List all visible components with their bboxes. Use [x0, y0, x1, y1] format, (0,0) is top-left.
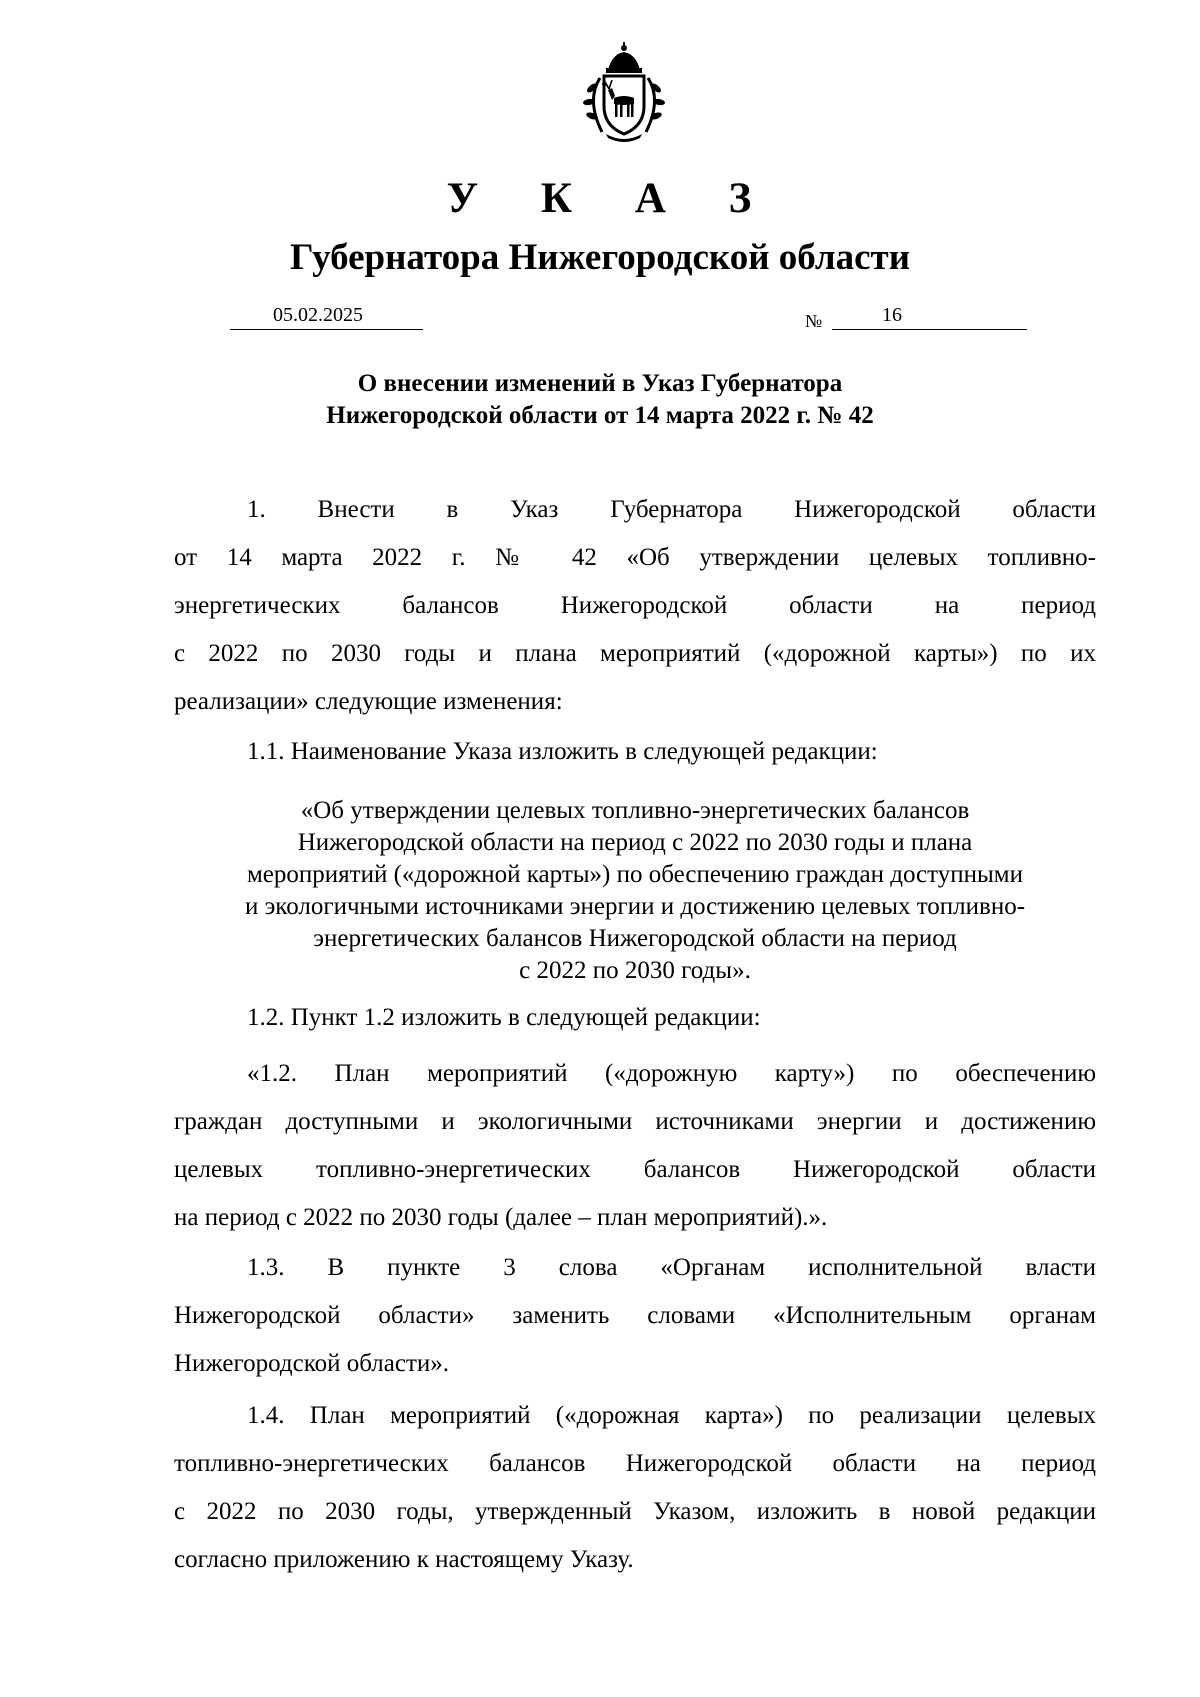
quoted-title — [174, 795, 1096, 987]
paragraph-line: с 2022 по 2030 годы, утвержденный Указом, изложить в новой редакции — [174, 1498, 1096, 1525]
paragraph-1-4 — [174, 1392, 1096, 1584]
paragraph-line: с 2022 по 2030 годы и плана мероприятий («дорожной карты») по их — [174, 640, 1096, 667]
paragraph-line: от 14 марта 2022 г. № 42 «Об утверждении целевых топливно- — [174, 544, 1096, 571]
decree-date: 05.02.2025 — [230, 304, 423, 330]
crown-icon — [606, 42, 642, 73]
decree-title: У К А З — [446, 175, 778, 222]
quoted-item-1-2 — [174, 1050, 1096, 1242]
number-label: № — [805, 311, 823, 331]
paragraph-line: граждан доступными и экологичными источниками энергии и достижению — [174, 1108, 1096, 1135]
paragraph-line: 1.3. В пункте 3 слова «Органам исполнительной власти — [247, 1254, 1096, 1281]
quote-line: «Об утверждении целевых топливно-энергетических балансов — [300, 797, 970, 824]
subject-line: Нижегородской области от 14 марта 2022 г. № 42 — [326, 402, 874, 429]
paragraph-1-1 — [174, 732, 1096, 772]
paragraph-line: реализации» следующие изменения: — [174, 688, 563, 715]
quote-line: Нижегородской области на период с 2022 по 2030 годы и плана — [297, 829, 973, 856]
coat-of-arms-emblem — [572, 40, 676, 144]
paragraph-line: целевых топливно-энергетических балансов Нижегородской области — [174, 1156, 1096, 1183]
paragraph-line: Нижегородской области» заменить словами «Исполнительным органам — [174, 1302, 1096, 1329]
paragraph-line: 1.1. Наименование Указа изложить в следующей редакции: — [247, 738, 878, 765]
paragraph-line: 1.4. План мероприятий («дорожная карта») по реализации целевых — [247, 1402, 1096, 1429]
paragraph-1-2 — [174, 998, 1096, 1038]
decree-issuer: Губернатора Нижегородской области — [289, 237, 911, 278]
subject-line: О внесении изменений в Указ Губернатора — [357, 370, 843, 397]
decree-subject — [0, 368, 1200, 432]
quote-line: мероприятий («дорожной карты») по обеспечению граждан доступными — [246, 861, 1024, 888]
paragraph-1-3 — [174, 1244, 1096, 1388]
paragraph-1 — [174, 486, 1096, 726]
quote-line: с 2022 по 2030 годы». — [519, 957, 751, 984]
paragraph-line: Нижегородской области». — [174, 1350, 450, 1377]
paragraph-line: «1.2. План мероприятий («дорожную карту») по обеспечению — [247, 1060, 1096, 1087]
paragraph-line: топливно-энергетических балансов Нижегородской области на период — [174, 1450, 1096, 1477]
decree-number: 16 — [832, 304, 1027, 330]
paragraph-line: 1. Внести в Указ Губернатора Нижегородской области — [247, 496, 1096, 523]
paragraph-line: согласно приложению к настоящему Указу. — [174, 1546, 634, 1573]
quote-line: энергетических балансов Нижегородской области на период — [313, 925, 957, 952]
paragraph-line: 1.2. Пункт 1.2 изложить в следующей редакции: — [247, 1004, 761, 1031]
paragraph-line: энергетических балансов Нижегородской области на период — [174, 592, 1096, 619]
quote-line: и экологичными источниками энергии и достижению целевых топливно- — [244, 893, 1026, 920]
paragraph-line: на период с 2022 по 2030 годы (далее – план мероприятий).». — [174, 1204, 828, 1231]
